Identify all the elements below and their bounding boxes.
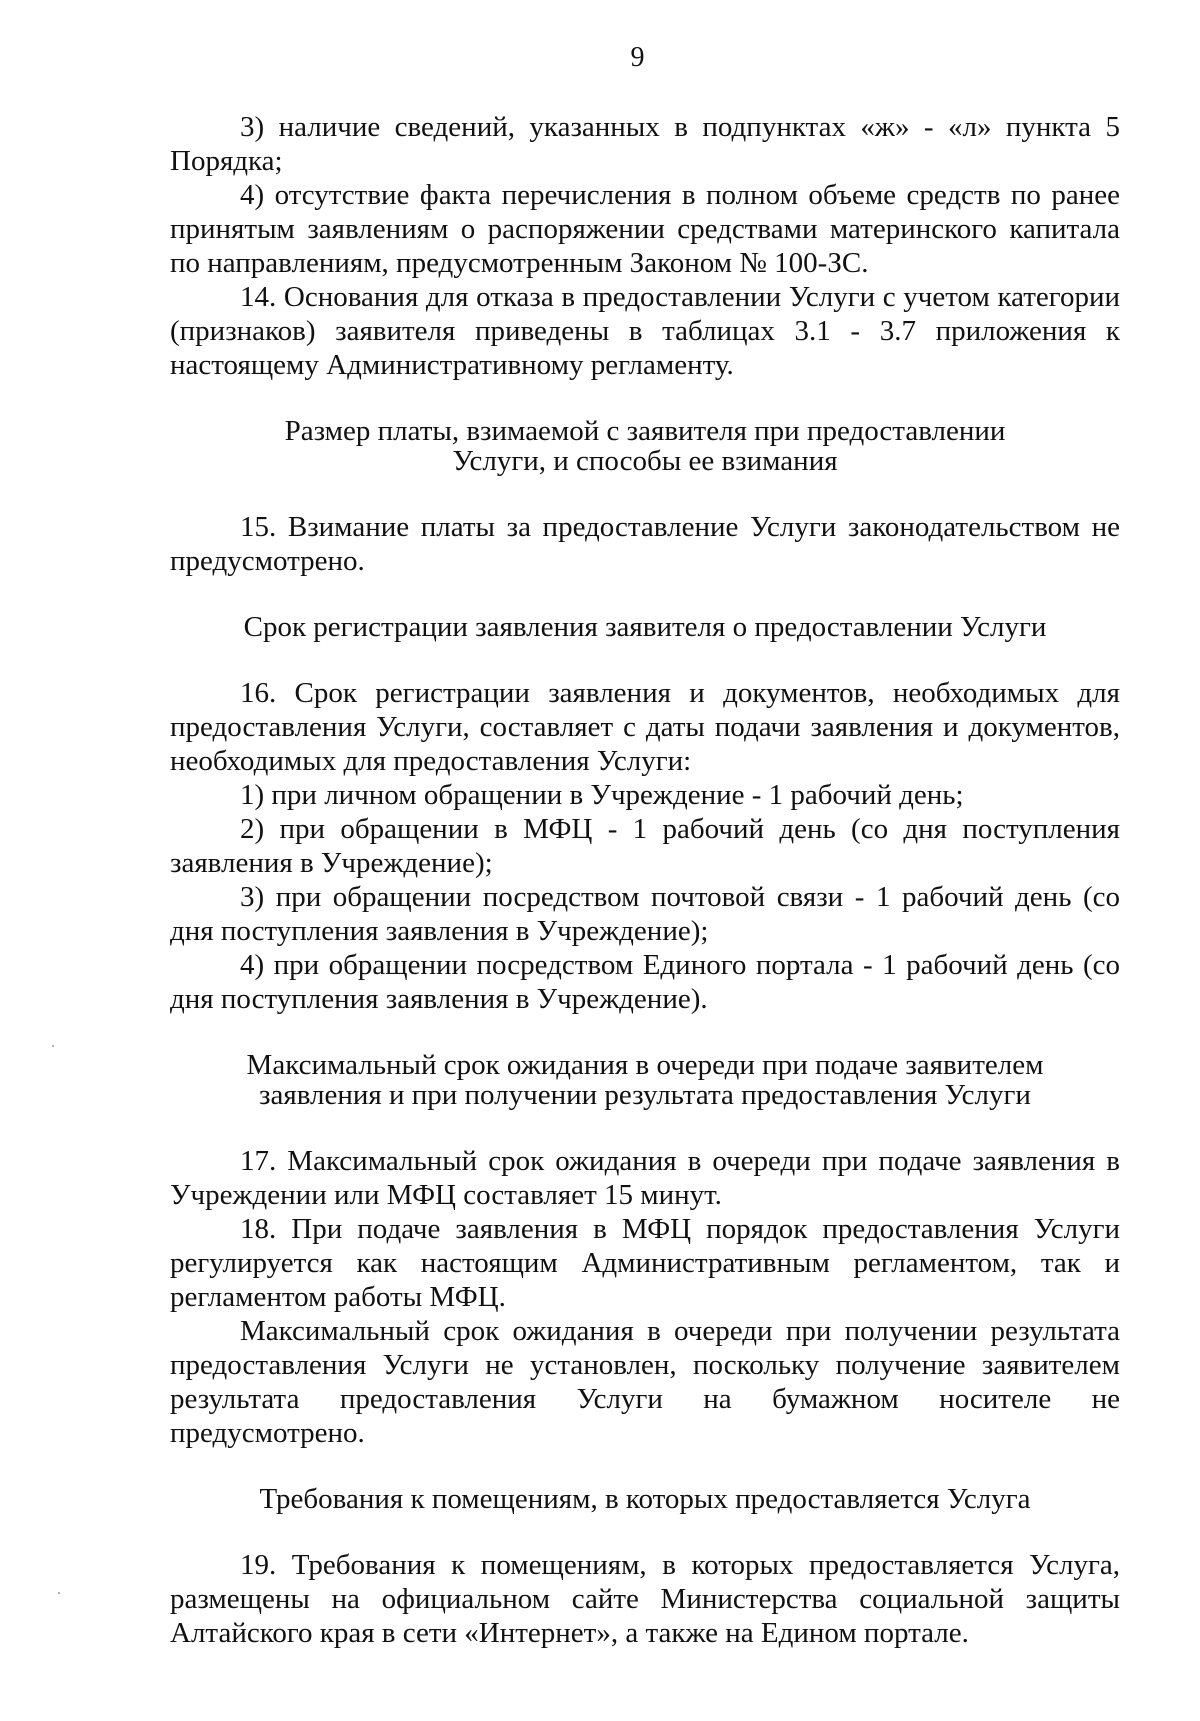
paragraph-13-item-3: 3) наличие сведений, указанных в подпунктах «ж» - «л» пункта 5 Порядка; <box>170 111 1120 177</box>
paragraph-15: 15. Взимание платы за предоставление Услуги законодательством не предусмотрено. <box>170 511 1120 577</box>
heading-fee-line-2: Услуги, и способы ее взимания <box>452 445 838 477</box>
scan-speck <box>52 1045 54 1047</box>
scan-speck <box>58 1592 60 1594</box>
paragraph-18-continued: Максимальный срок ожидания в очереди при получении результата предоставления Услуги не установлен, поскольку получение заявителем результата предоставления Услуги на бумажном носителе не предусмотрено. <box>170 1315 1120 1449</box>
heading-queue-line-1: Максимальный срок ожидания в очереди при подаче заявителем <box>246 1049 1044 1081</box>
paragraph-16-item-1: 1) при личном обращении в Учреждение - 1 рабочий день; <box>240 779 964 811</box>
section-heading-registration: Срок регистрации заявления заявителя о предоставлении Услуги <box>243 611 1047 643</box>
paragraph-17: 17. Максимальный срок ожидания в очереди при подаче заявления в Учреждении или МФЦ составляет 15 минут. <box>170 1145 1120 1211</box>
section-heading-rooms: Требования к помещениям, в которых предоставляется Услуга <box>259 1483 1031 1515</box>
paragraph-18: 18. При подаче заявления в МФЦ порядок предоставления Услуги регулируется как настоящим Административным регламентом, так и регламентом работы МФЦ. <box>170 1213 1120 1313</box>
paragraph-19: 19. Требования к помещениям, в которых предоставляется Услуга, размещены на официальном сайте Министерства социальной защиты Алтайского края в сети «Интернет», а также на Едином портале. <box>170 1549 1120 1649</box>
page-number: 9 <box>630 42 645 73</box>
section-heading-queue <box>170 1050 1120 1110</box>
paragraph-16-item-4: 4) при обращении посредством Единого портала - 1 рабочий день (со дня поступления заявления в Учреждение). <box>170 949 1120 1015</box>
section-heading-fee <box>170 416 1120 476</box>
heading-queue-line-2: заявления и при получении результата предоставления Услуги <box>259 1079 1031 1111</box>
paragraph-16: 16. Срок регистрации заявления и документов, необходимых для предоставления Услуги, составляет с даты подачи заявления и документов, необходимых для предоставления Услуги: <box>170 677 1120 777</box>
paragraph-16-item-2: 2) при обращении в МФЦ - 1 рабочий день (со дня поступления заявления в Учреждение); <box>170 813 1120 879</box>
heading-fee-line-1: Размер платы, взимаемой с заявителя при предоставлении <box>284 415 1006 447</box>
paragraph-16-item-3: 3) при обращении посредством почтовой связи - 1 рабочий день (со дня поступления заявления в Учреждение); <box>170 881 1120 947</box>
document-body <box>170 110 1120 1650</box>
paragraph-14: 14. Основания для отказа в предоставлении Услуги с учетом категории (признаков) заявителя приведены в таблицах 3.1 - 3.7 приложения к настоящему Административному регламенту. <box>170 281 1120 381</box>
paragraph-13-item-4: 4) отсутствие факта перечисления в полном объеме средств по ранее принятым заявлениям о распоряжении средствами материнского капитала по направлениям, предусмотренным Законом № 100-ЗС. <box>170 179 1120 279</box>
